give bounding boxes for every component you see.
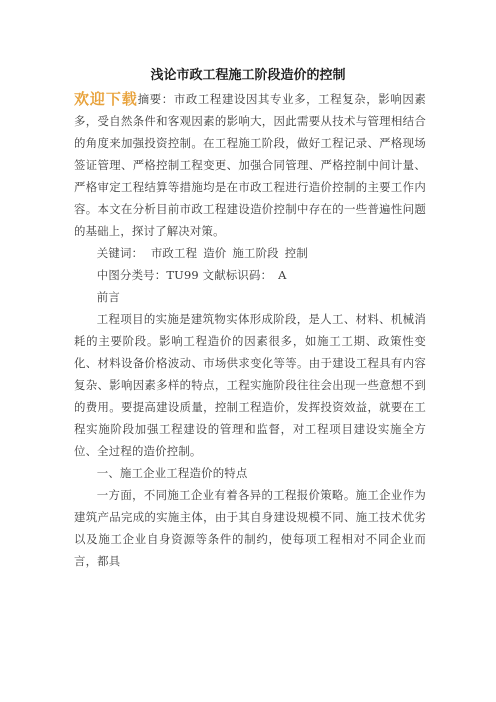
keyword: 市政工程 [150,246,198,260]
abstract-text: 摘要：市政工程建设因其专业多，工程复杂，影响因素多，受自然条件和客观因素的影响大，因此需要从技术与管理相结合的角度来加强投资控制。在工程施工阶段，做好工程记录、严格现场签证管理、严格控制工程变更、加强合同管理、严格控制中间计量、严格审定工程结算等措施均是在市政工程进行造价控制的主要工作内容。本文在分析目前市政工程建设造价控制中存在的一些普遍性问题的基础上，探讨了解决对策。 [74,92,426,238]
keyword: 造价 [203,246,227,260]
section-heading: 一、施工企业工程造价的特点 [96,466,248,480]
section-paragraph: 一方面，不同施工企业有着各异的工程报价策略。施工企业作为建筑产品完成的实施主体，由于其自身建设规模不同、施工技术优劣以及施工企业自身资源等条件的制约，使每项工程相对不同企业而言，都具 [74,488,426,568]
document-body [74,88,426,572]
keywords-label: 关键词： [96,246,144,260]
document-title: 浅论市政工程施工阶段造价的控制 [150,68,346,83]
abstract-paragraph [74,88,426,242]
preface-heading: 前言 [96,290,120,304]
keyword: 控制 [284,246,308,260]
classification-line: 中图分类号：TU99 文献标识码： A [96,268,287,282]
keywords-line [74,242,426,264]
preface-paragraph: 工程项目的实施是建筑物实体形成阶段，是人工、材料、机械消耗的主要阶段。影响工程造价的因素很多，如施工工期、政策性变化、材料设备价格波动、市场供求变化等等。由于建设工程具有内容复杂、影响因素多样的特点，工程实施阶段往往会出现一些意想不到的费用。要提高建设质量，控制工程造价，发挥投资效益，就要在工程实施阶段加强工程建设的管理和监督，对工程项目建设实施全方位、全过程的造价控制。 [74,312,426,458]
welcome-download-logo: 欢迎下载 [74,90,138,108]
keyword: 施工阶段 [232,246,279,260]
